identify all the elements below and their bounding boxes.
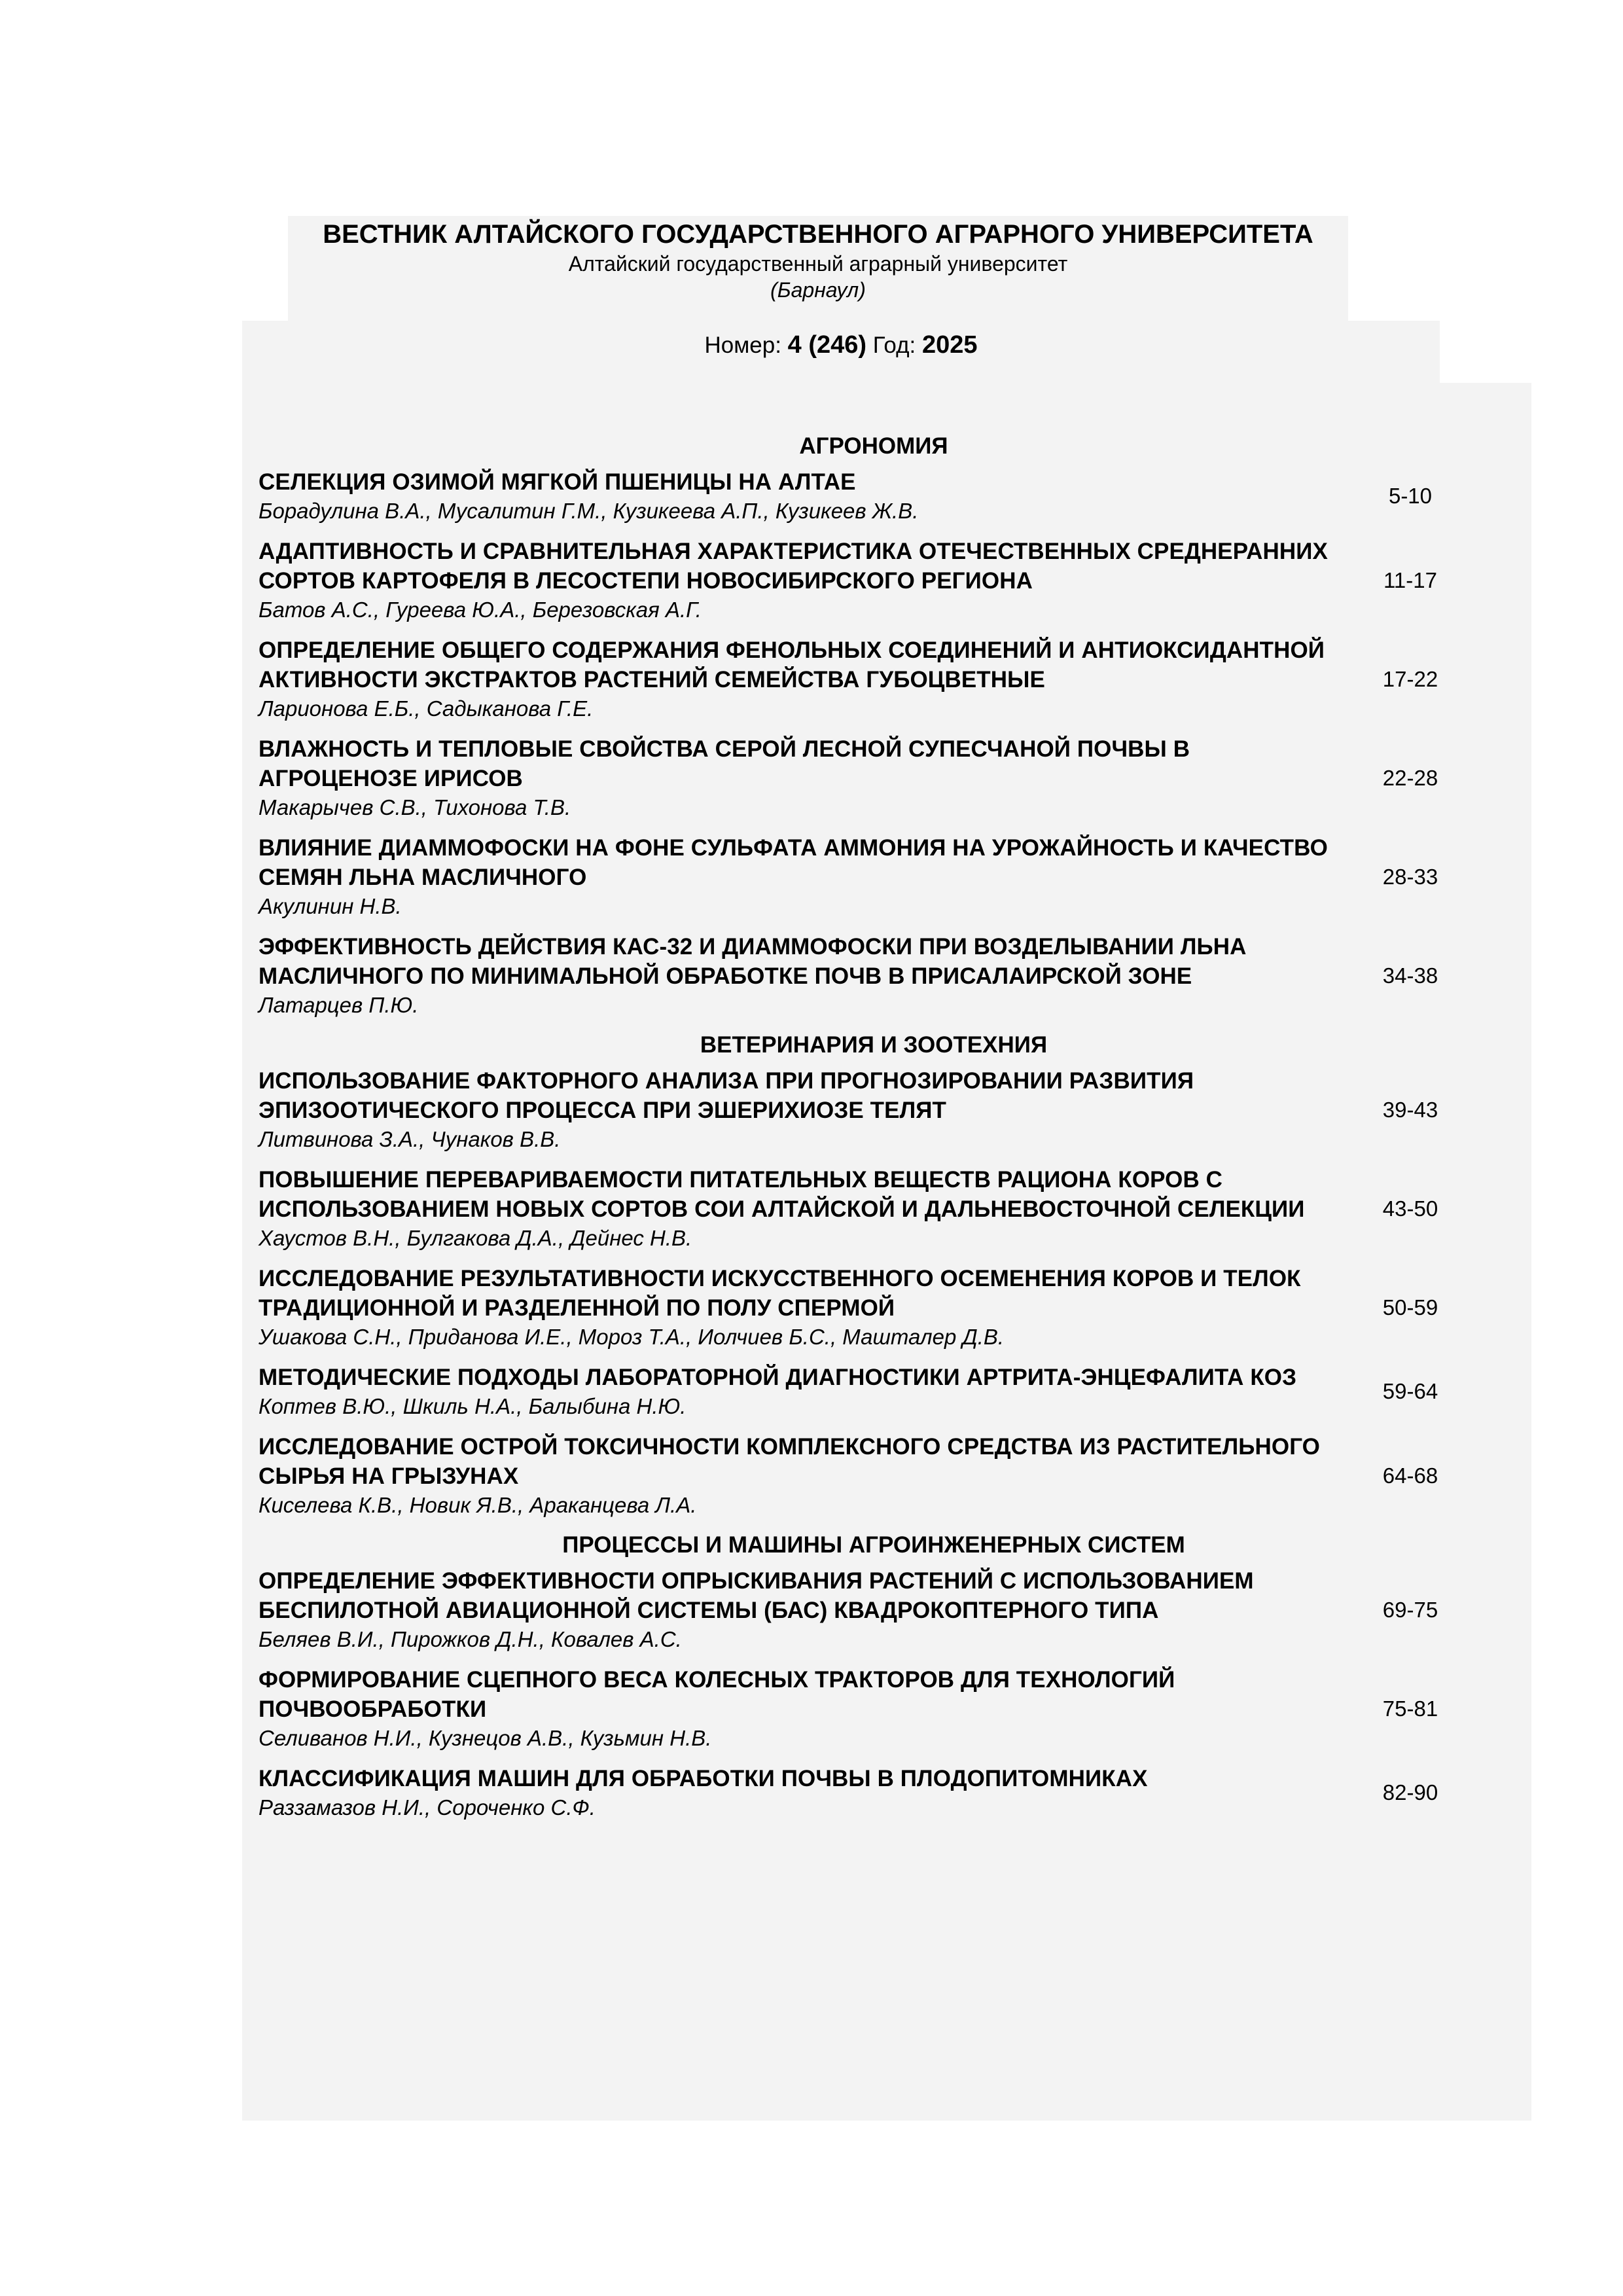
article-authors: Беляев В.И., Пирожков Д.Н., Ковалев А.С. [259, 1627, 682, 1651]
article-title: ИСПОЛЬЗОВАНИЕ ФАКТОРНОГО АНАЛИЗА ПРИ ПРОГНОЗИРОВАНИИ РАЗВИТИЯ ЭПИЗООТИЧЕСКОГО ПРОЦЕССА ПРИ ЭШЕРИХИОЗЕ ТЕЛЯТ [259, 1068, 1194, 1123]
article-pages: 64-68 [1382, 1463, 1438, 1488]
article-title: ИССЛЕДОВАНИЕ ОСТРОЙ ТОКСИЧНОСТИ КОМПЛЕКСНОГО СРЕДСТВА ИЗ РАСТИТЕЛЬНОГО СЫРЬЯ НА ГРЫЗУНАХ [259, 1434, 1321, 1489]
article-entry [259, 537, 1476, 624]
table-of-contents [259, 432, 1476, 1833]
article-entry [259, 1165, 1476, 1252]
article-title: ВЛИЯНИЕ ДИАММОФОСКИ НА ФОНЕ СУЛЬФАТА АММОНИЯ НА УРОЖАЙНОСТЬ И КАЧЕСТВО СЕМЯН ЛЬНА МАСЛИЧНОГО [259, 835, 1328, 890]
article-title: ОПРЕДЕЛЕНИЕ ОБЩЕГО СОДЕРЖАНИЯ ФЕНОЛЬНЫХ СОЕДИНЕНИЙ И АНТИОКСИДАНТНОЙ АКТИВНОСТИ ЭКСТРАКТОВ РАСТЕНИЙ СЕМЕЙСТВА ГУБОЦВЕТНЫЕ [259, 637, 1325, 692]
article-entry [259, 734, 1476, 821]
section-title: ПРОЦЕССЫ И МАШИНЫ АГРОИНЖЕНЕРНЫХ СИСТЕМ [562, 1532, 1185, 1558]
article-entry [259, 932, 1476, 1019]
article-authors: Ларионова Е.Б., Садыканова Г.Е. [259, 696, 594, 721]
article-title: АДАПТИВНОСТЬ И СРАВНИТЕЛЬНАЯ ХАРАКТЕРИСТИКА ОТЕЧЕСТВЕННЫХ СРЕДНЕРАННИХ СОРТОВ КАРТОФЕЛЯ В ЛЕСОСТЕПИ НОВОСИБИРСКОГО РЕГИОНА [259, 539, 1328, 594]
article-text [259, 1566, 1351, 1653]
article-title: КЛАССИФИКАЦИЯ МАШИН ДЛЯ ОБРАБОТКИ ПОЧВЫ В ПЛОДОПИТОМНИКАХ [259, 1766, 1148, 1791]
article-authors: Селиванов Н.И., Кузнецов А.В., Кузьмин Н.В. [259, 1726, 712, 1750]
article-pages: 22-28 [1382, 765, 1438, 790]
article-authors: Борадулина В.А., Мусалитин Г.М., Кузикеева А.П., Кузикеев Ж.В. [259, 499, 919, 523]
article-title: МЕТОДИЧЕСКИЕ ПОДХОДЫ ЛАБОРАТОРНОЙ ДИАГНОСТИКИ АРТРИТА-ЭНЦЕФАЛИТА КОЗ [259, 1365, 1297, 1390]
article-entry [259, 1566, 1476, 1653]
article-authors: Ушакова С.Н., Приданова И.Е., Мороз Т.А., Иолчиев Б.С., Машталер Д.В. [259, 1325, 1005, 1349]
article-pages: 39-43 [1382, 1097, 1438, 1122]
article-text [259, 1264, 1351, 1351]
article-title: ЭФФЕКТИВНОСТЬ ДЕЙСТВИЯ КАС-32 И ДИАММОФОСКИ ПРИ ВОЗДЕЛЫВАНИИ ЛЬНА МАСЛИЧНОГО ПО МИНИМАЛЬНОЙ ОБРАБОТКЕ ПОЧВ В ПРИСАЛАИРСКОЙ ЗОНЕ [259, 934, 1247, 989]
article-text [259, 833, 1351, 920]
year-label: Год: [872, 332, 916, 358]
article-pages: 82-90 [1382, 1780, 1438, 1804]
article-pages: 59-64 [1382, 1379, 1438, 1403]
article-title: ПОВЫШЕНИЕ ПЕРЕВАРИВАЕМОСТИ ПИТАТЕЛЬНЫХ ВЕЩЕСТВ РАЦИОНА КОРОВ С ИСПОЛЬЗОВАНИЕМ НОВЫХ СОРТОВ СОИ АЛТАЙСКОЙ И ДАЛЬНЕВОСТОЧНОЙ СЕЛЕКЦИИ [259, 1167, 1305, 1222]
article-text [259, 734, 1351, 821]
journal-publisher: Алтайский государственный аграрный университет [568, 252, 1068, 276]
article-text [259, 1432, 1351, 1519]
article-authors: Батов А.С., Гуреева Ю.А., Березовская А.Г. [259, 598, 702, 622]
article-pages: 5-10 [1388, 484, 1433, 508]
article-pages: 28-33 [1382, 864, 1438, 889]
article-title: ИССЛЕДОВАНИЕ РЕЗУЛЬТАТИВНОСТИ ИСКУССТВЕННОГО ОСЕМЕНЕНИЯ КОРОВ И ТЕЛОК ТРАДИЦИОННОЙ И РАЗДЕЛЕННОЙ ПО ПОЛУ СПЕРМОЙ [259, 1266, 1301, 1321]
article-title: ВЛАЖНОСТЬ И ТЕПЛОВЫЕ СВОЙСТВА СЕРОЙ ЛЕСНОЙ СУПЕСЧАНОЙ ПОЧВЫ В АГРОЦЕНОЗЕ ИРИСОВ [259, 736, 1190, 791]
journal-title: ВЕСТНИК АЛТАЙСКОГО ГОСУДАРСТВЕННОГО АГРАРНОГО УНИВЕРСИТЕТА [323, 220, 1313, 249]
article-pages: 11-17 [1383, 567, 1437, 592]
article-text [259, 467, 1351, 525]
article-text [259, 1165, 1351, 1252]
section-title: ВЕТЕРИНАРИЯ И ЗООТЕХНИЯ [700, 1032, 1048, 1058]
issue-number: 4 (246) [787, 331, 867, 359]
article-pages: 34-38 [1382, 963, 1438, 988]
article-authors: Раззамазов Н.И., Сороченко С.Ф. [259, 1795, 596, 1820]
journal-city: (Барнаул) [770, 278, 866, 302]
article-entry [259, 1764, 1476, 1821]
article-text [259, 537, 1351, 624]
article-entry [259, 1066, 1476, 1153]
article-entry [259, 833, 1476, 920]
article-authors: Макарычев С.В., Тихонова Т.В. [259, 795, 571, 819]
article-pages: 17-22 [1382, 666, 1438, 691]
article-text [259, 1764, 1351, 1821]
article-entry [259, 1665, 1476, 1752]
article-text [259, 932, 1351, 1019]
issue-label: Номер: [704, 332, 781, 358]
article-text [259, 1363, 1351, 1420]
article-pages: 43-50 [1382, 1196, 1438, 1221]
section-title: АГРОНОМИЯ [799, 433, 948, 459]
article-text [259, 1665, 1351, 1752]
article-title: ФОРМИРОВАНИЕ СЦЕПНОГО ВЕСА КОЛЕСНЫХ ТРАКТОРОВ ДЛЯ ТЕХНОЛОГИЙ ПОЧВООБРАБОТКИ [259, 1667, 1175, 1722]
article-authors: Хаустов В.Н., Булгакова Д.А., Дейнес Н.В. [259, 1226, 692, 1250]
article-text [259, 636, 1351, 723]
article-title: ОПРЕДЕЛЕНИЕ ЭФФЕКТИВНОСТИ ОПРЫСКИВАНИЯ РАСТЕНИЙ С ИСПОЛЬЗОВАНИЕМ БЕСПИЛОТНОЙ АВИАЦИОННОЙ СИСТЕМЫ (БАС) КВАДРОКОПТЕРНОГО ТИПА [259, 1568, 1254, 1623]
article-title: СЕЛЕКЦИЯ ОЗИМОЙ МЯГКОЙ ПШЕНИЦЫ НА АЛТАЕ [259, 469, 856, 495]
year-value: 2025 [922, 331, 978, 359]
article-authors: Латарцев П.Ю. [259, 993, 419, 1017]
article-entry [259, 1264, 1476, 1351]
article-pages: 69-75 [1382, 1597, 1438, 1622]
issue-line [242, 331, 1440, 359]
article-pages: 50-59 [1382, 1295, 1438, 1319]
article-entry [259, 1432, 1476, 1519]
article-authors: Акулинин Н.В. [259, 894, 402, 918]
article-authors: Литвинова З.А., Чунаков В.В. [259, 1127, 561, 1151]
article-authors: Киселева К.В., Новик Я.В., Араканцева Л.А. [259, 1493, 697, 1517]
article-authors: Коптев В.Ю., Шкиль Н.А., Балыбина Н.Ю. [259, 1394, 687, 1418]
article-pages: 75-81 [1382, 1696, 1438, 1721]
article-entry [259, 467, 1476, 525]
article-entry [259, 636, 1476, 723]
article-text [259, 1066, 1351, 1153]
article-entry [259, 1363, 1476, 1420]
